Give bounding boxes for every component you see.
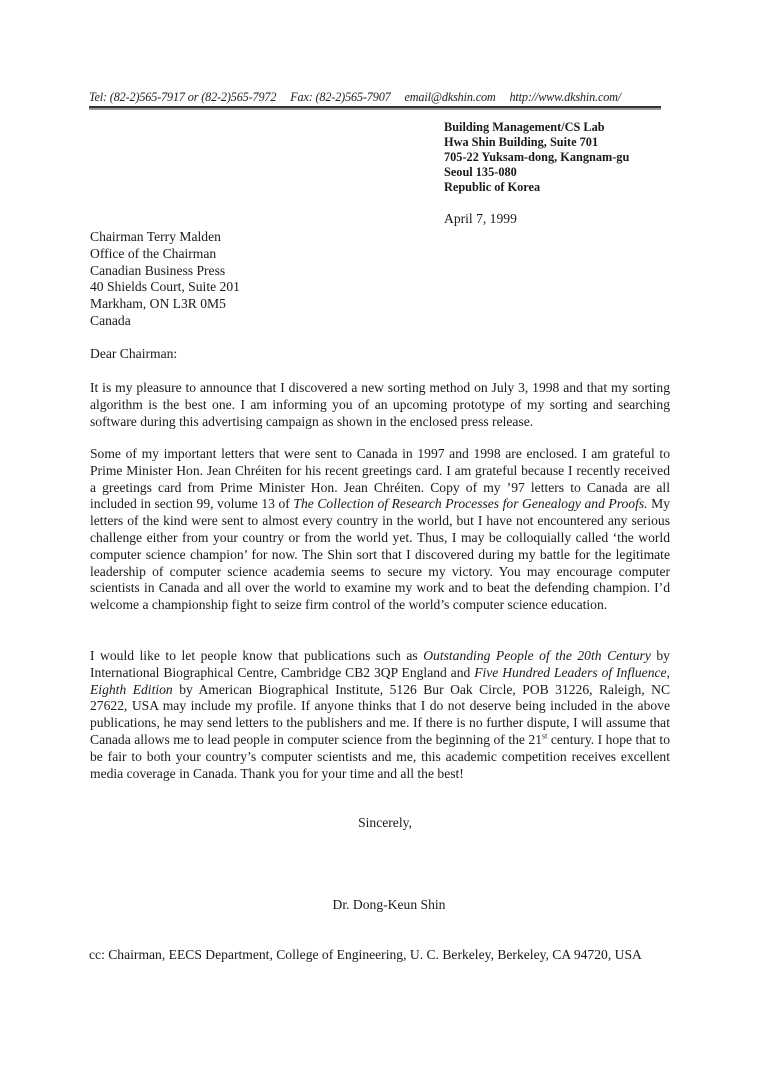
letter-date: April 7, 1999 xyxy=(444,211,517,226)
recipient-address-line: Markham, ON L3R 0M5 xyxy=(90,296,226,312)
paragraph-text: My letters of the kind were sent to almost every country in the world, but I have not encountered any serious challenge either from your country or from the world yet. Thus, I may be colloquially called ‘the world computer science champion’ for now. The Shin sort that I discovered during my battle for the legitimate leadership of computer science academia seems to secure my victory. You may encourage computer scientists in Canada and all over the world to examine my work and to beat the defending champion. I’d welcome a championship fight to seize firm control of the world’s computer science education. xyxy=(90,496,670,613)
sender-address xyxy=(444,120,629,195)
paragraph-text: Some of my important letters that were sent to Canada in 1997 and 1998 are enclosed. I am grateful to Prime Minister Hon. Jean Chréiten for his recent greetings card. I am grateful because I recently received a greetings card from Prime Minister Hon. Jean Chréiten. Copy of my ’97 letters to Canada are all included in section 99, volume 13 of xyxy=(90,446,670,512)
recipient-address-line: Office of the Chairman xyxy=(90,245,217,261)
paragraph-text: by American Biographical Institute, 5126 Bur Oak Circle, POB 31226, Raleigh, NC 27622, USA may include my profile. If anyone thinks that I do not deserve being included in the above publications, he may send letters to the publishers and me. If there is no further dispute, I will assume that Canada allows me to lead people in computer science from the beginning of the 21 xyxy=(90,681,671,747)
sender-address-line: Hwa Shin Building, Suite 701 xyxy=(444,135,599,149)
paragraph-text: I would like to let people know that publications such as xyxy=(90,648,424,663)
ordinal-suffix: st xyxy=(542,731,548,741)
closing: Sincerely, xyxy=(358,815,412,830)
sender-address-line: Republic of Korea xyxy=(444,180,541,194)
recipient-address xyxy=(90,229,240,330)
signature-name: Dr. Dong-Keun Shin xyxy=(332,897,446,912)
paragraph-text: century. I hope that to be fair to both your country’s computer scientists and me, this academic competition receives excellent media coverage in Canada. Thank you for your time and all the best! xyxy=(90,731,670,781)
publication-edition: Eighth Edition xyxy=(90,681,173,697)
publication-title: Five Hundred Leaders of Influence xyxy=(474,664,667,680)
letterhead-contact-line xyxy=(89,90,661,108)
sender-address-line: 705-22 Yuksam-dong, Kangnam-gu xyxy=(444,150,630,164)
letterhead-website: http://www.dkshin.com/ xyxy=(509,90,622,104)
body-paragraph-2 xyxy=(90,446,670,614)
recipient-address-line: 40 Shields Court, Suite 201 xyxy=(90,279,240,295)
cc-line: cc: Chairman, EECS Department, College of Engineering, U. C. Berkeley, Berkeley, CA 94720, USA xyxy=(89,947,642,962)
paragraph-text: , xyxy=(666,664,670,680)
paragraph-text: by International Biographical Centre, Cambridge CB2 3QP England and xyxy=(90,648,670,680)
sender-address-line: Building Management/CS Lab xyxy=(444,120,605,134)
salutation: Dear Chairman: xyxy=(90,346,178,361)
publication-title: Outstanding People of the 20th Century xyxy=(423,648,651,663)
body-paragraph-3 xyxy=(90,648,670,782)
publication-title: The Collection of Research Processes for Genealogy and Proofs. xyxy=(293,496,648,512)
letterhead-email: email@dkshin.com xyxy=(404,90,496,104)
recipient-address-line: Chairman Terry Malden xyxy=(90,229,221,244)
letterhead-fax: Fax: (82-2)565-7907 xyxy=(290,90,391,104)
letterhead-tel: Tel: (82-2)565-7917 or (82-2)565-7972 xyxy=(89,90,277,104)
recipient-address-line: Canada xyxy=(90,312,131,328)
sender-address-line: Seoul 135-080 xyxy=(444,165,517,179)
body-paragraph-1: It is my pleasure to announce that I discovered a new sorting method on July 3, 1998 and that my sorting algorithm is the best one. I am informing you of an upcoming prototype of my sorting and searching software during this advertising campaign as shown in the enclosed press release. xyxy=(90,380,670,429)
recipient-address-line: Canadian Business Press xyxy=(90,262,226,278)
